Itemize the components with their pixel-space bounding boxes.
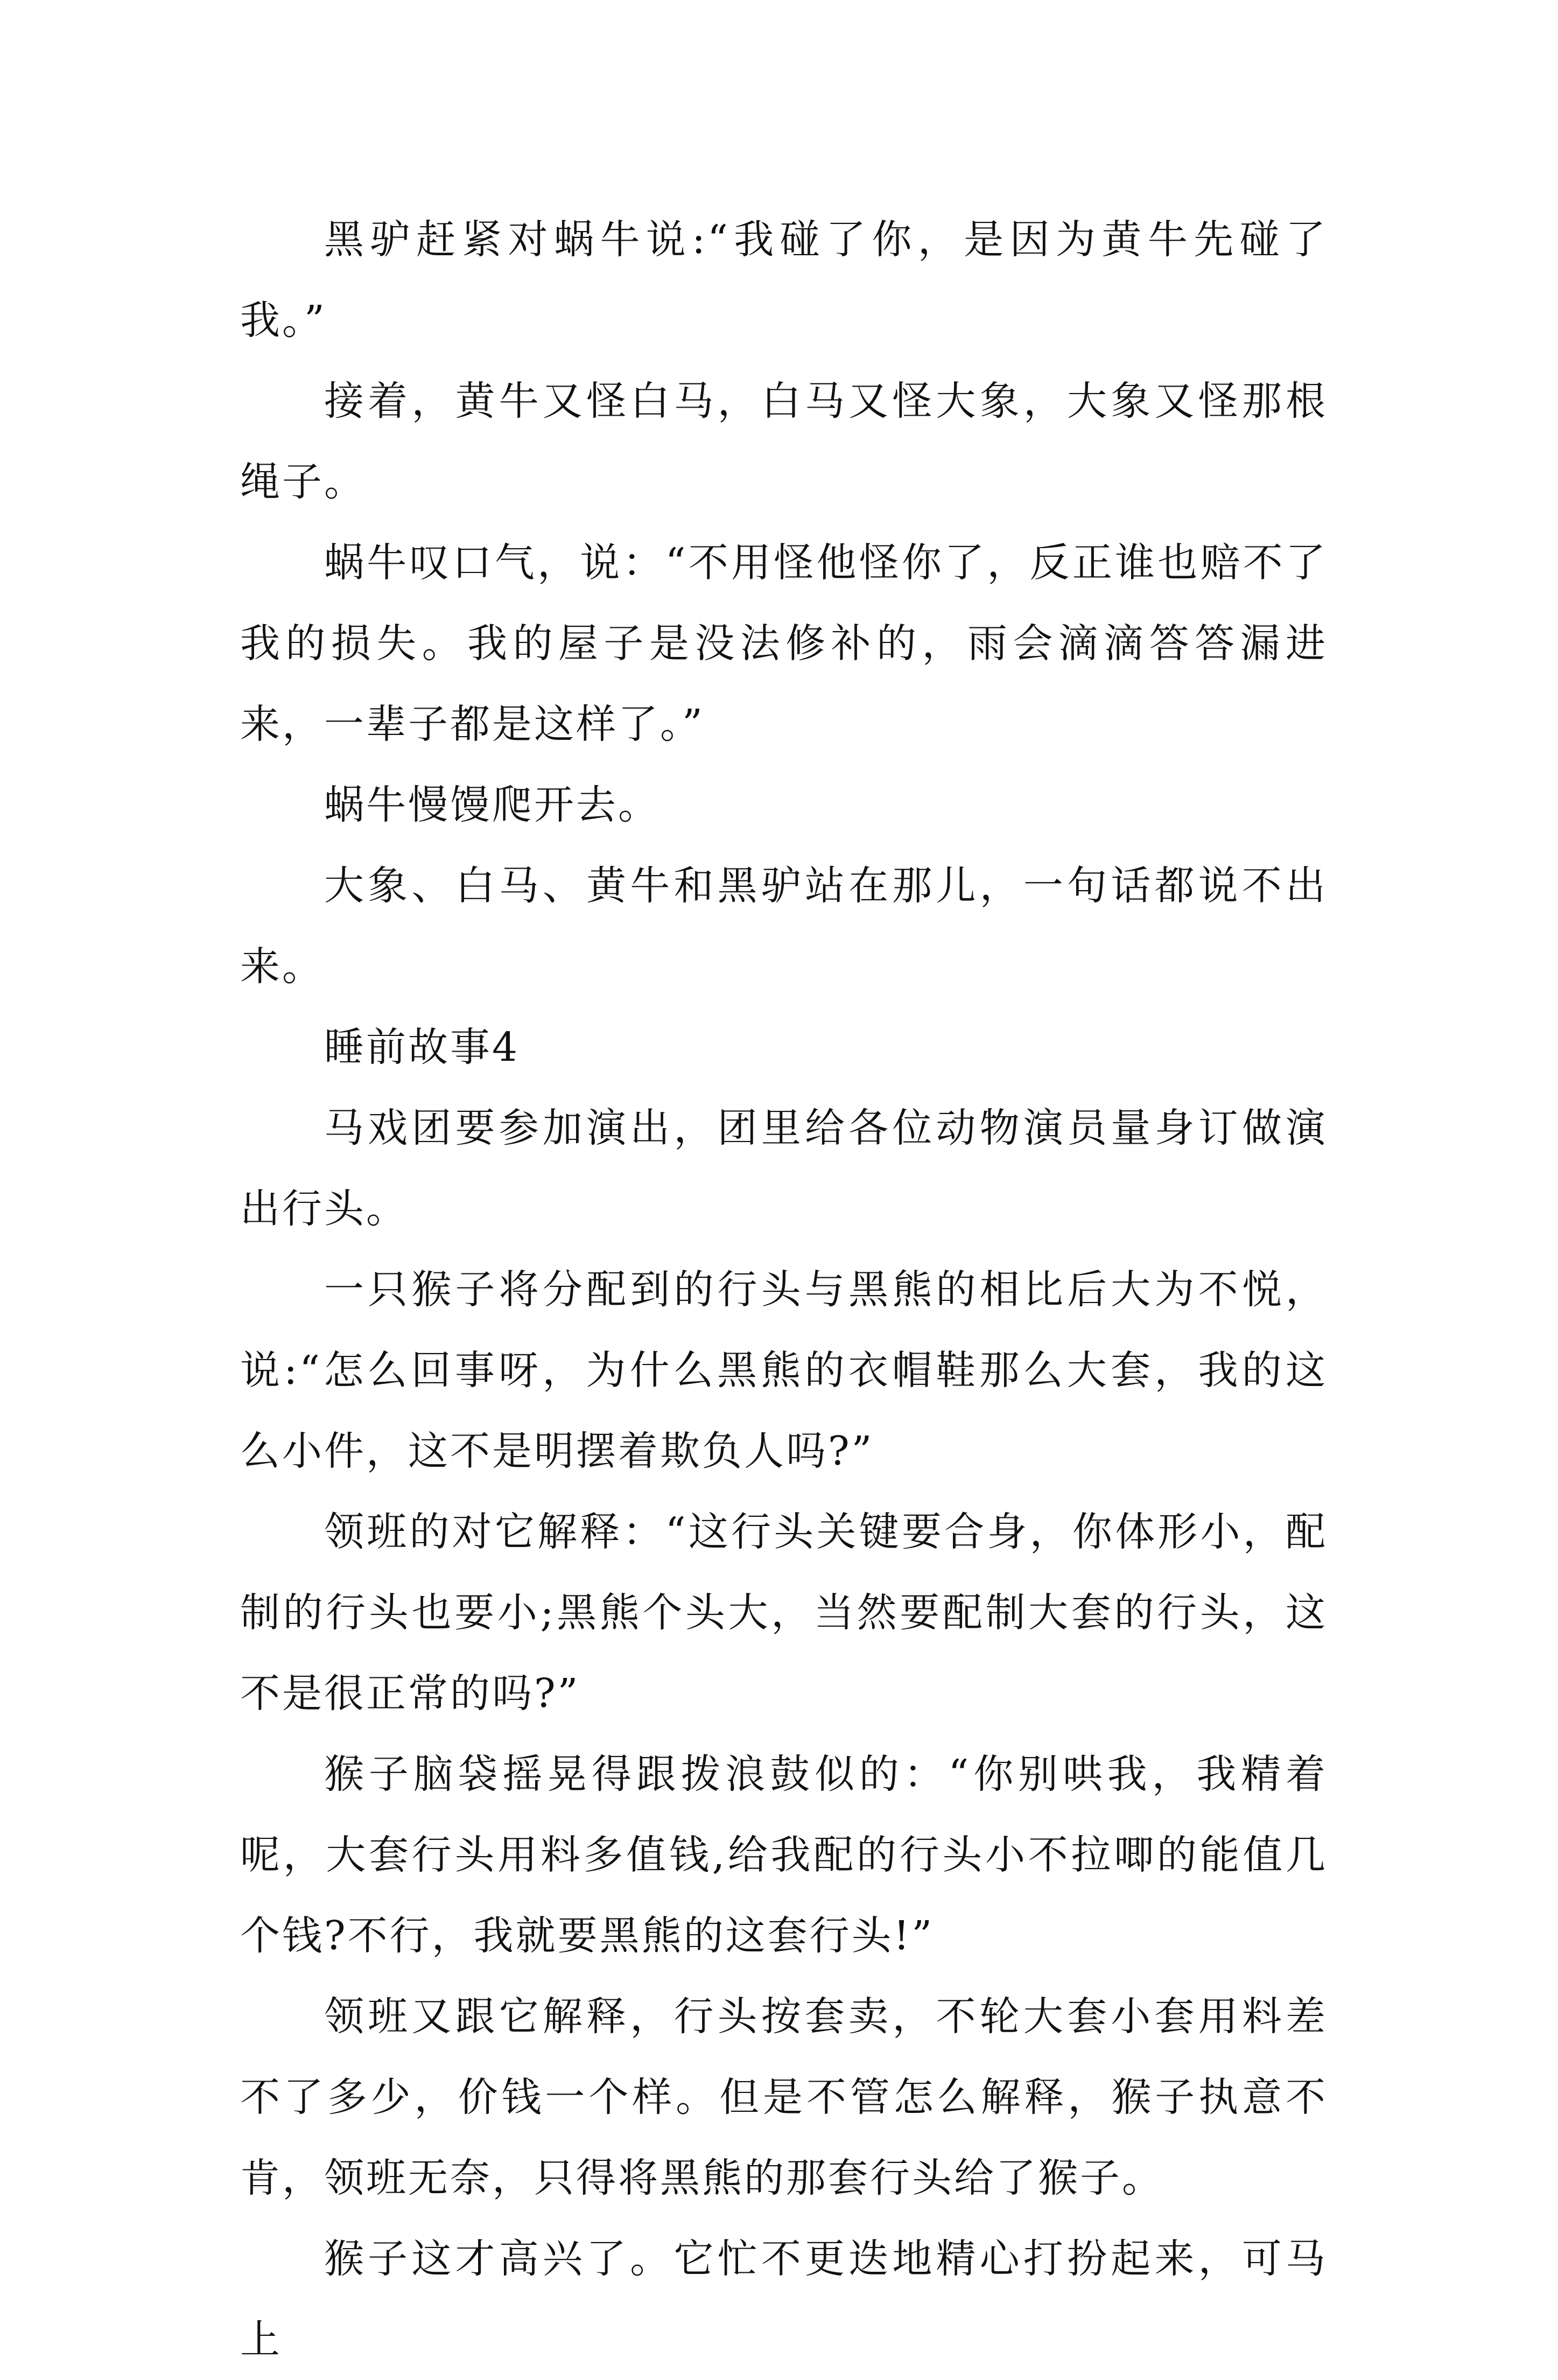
paragraph: 接着，黄牛又怪白马，白马又怪大象，大象又怪那根绳子。 bbox=[240, 378, 1328, 505]
paragraph: 猴子脑袋摇晃得跟拨浪鼓似的：“你别哄我，我精着呢，大套行头用料多值钱,给我配的行头小不拉唧的能值几个钱?不行，我就要黑熊的这套行头!” bbox=[240, 1751, 1328, 1959]
document-body bbox=[240, 199, 1328, 2380]
paragraph: 马戏团要参加演出，团里给各位动物演员量身订做演出行头。 bbox=[240, 1105, 1328, 1232]
paragraph: 领班的对它解释：“这行头关键要合身，你体形小，配制的行头也要小;黑熊个头大，当然要配制大套的行头，这不是很正常的吗?” bbox=[240, 1509, 1328, 1717]
section-heading: 睡前故事4 bbox=[324, 1024, 520, 1070]
paragraph: 一只猴子将分配到的行头与黑熊的相比后大为不悦，说:“怎么回事呀，为什么黑熊的衣帽鞋那么大套，我的这么小件，这不是明摆着欺负人吗?” bbox=[240, 1266, 1328, 1474]
paragraph: 蜗牛慢馒爬开去。 bbox=[324, 782, 660, 828]
paragraph: 蜗牛叹口气，说：“不用怪他怪你了，反正谁也赔不了我的损失。我的屋子是没法修补的，雨会滴滴答答漏进来，一辈子都是这样了。” bbox=[240, 540, 1328, 747]
paragraph: 黑驴赶紧对蜗牛说:“我碰了你，是因为黄牛先碰了我。” bbox=[240, 216, 1328, 344]
paragraph: 领班又跟它解释，行头按套卖，不轮大套小套用料差不了多少，价钱一个样。但是不管怎么解释，猴子执意不肯，领班无奈，只得将黑熊的那套行头给了猴子。 bbox=[240, 1993, 1328, 2201]
paragraph: 猴子这才高兴了。它忙不更迭地精心打扮起来，可马上 bbox=[240, 2236, 1328, 2363]
paragraph: 大象、白马、黄牛和黑驴站在那儿，一句话都说不出来。 bbox=[240, 863, 1328, 990]
